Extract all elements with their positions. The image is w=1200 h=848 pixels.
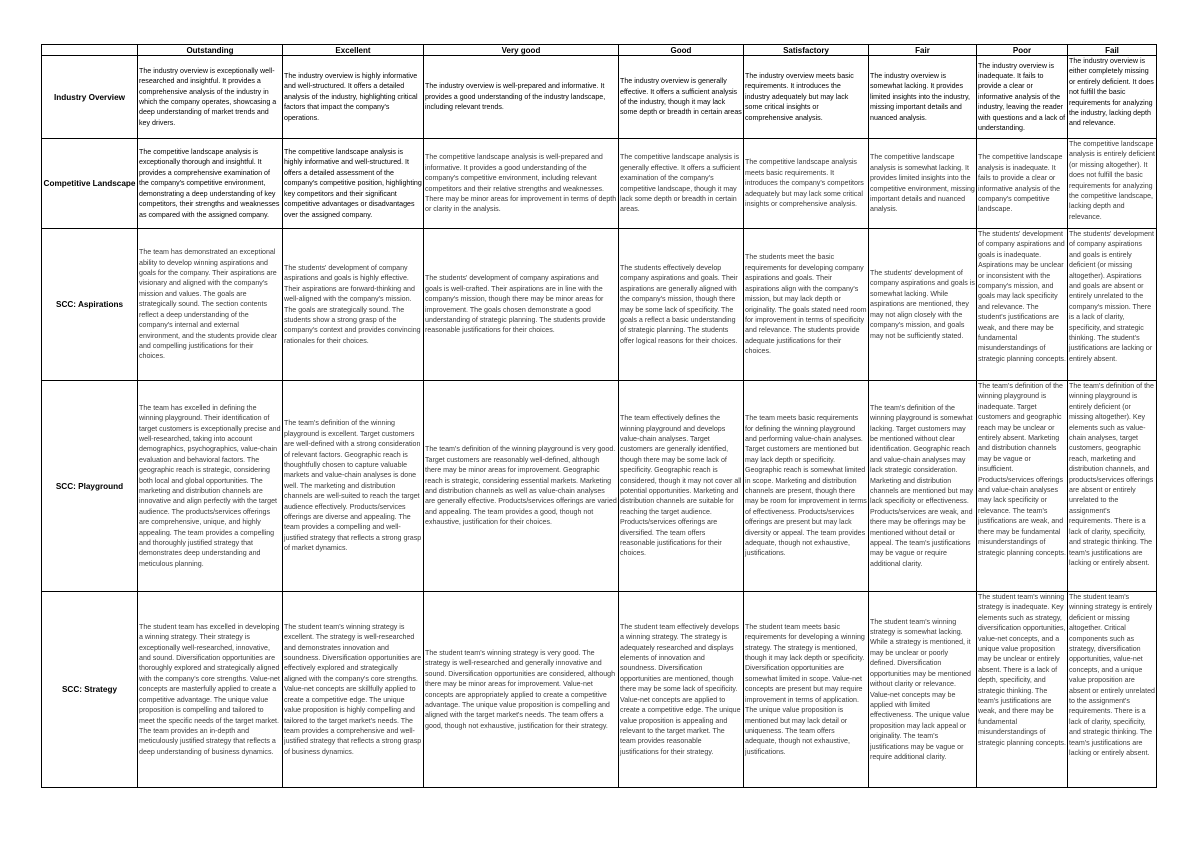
rubric-cell-very-good: The team's definition of the winning playground is very good. Target customers are reasonably well-defined, although there may be minor areas for improvement. Geographic reach is strategic, considering essential markets. Marketing and distribution channels as well as value-chain analyses are generally effective. Products/services offerings are varied and appealing. The team provides a good, though not exhaustive, justification for their choices. [424, 381, 619, 592]
rubric-cell-fair: The industry overview is somewhat lacking. It provides limited insights into the industry, missing important details and nuanced analysis. [869, 56, 977, 139]
rubric-cell-fair: The competitive landscape analysis is somewhat lacking. It provides limited insights into the competitive environment, missing important details and nuanced analysis. [869, 139, 977, 229]
level-header-very-good: Very good [424, 45, 619, 56]
criterion-label: Competitive Landscape [42, 139, 138, 229]
rubric-cell-outstanding: The team has excelled in defining the winning playground. Their identification of target customers is exceptionally precise and well-researched, taking into account demographics, psychographics, value-chain evaluation and behavioral factors. The geographic reach is strategic, considering both local and global opportunities. The marketing and distribution channels are innovative and align perfectly with the target audience. The products/services offerings are comprehensive, unique, and highly appealing. The team provides a compelling and thoroughly justified strategy that demonstrates deep understanding and meticulous planning. [138, 381, 283, 592]
rubric-cell-fail: The team's definition of the winning playground is entirely deficient (or missing altogether). Key elements such as value-chain analyses, target customers, geographic reach, marketing and distribution channels, and products/services offerings are absent or entirely unrelated to the assignment's requirements. There is a lack of clarity, specificity, and strategic thinking. The team's justifications are lacking or entirely absent. [1068, 381, 1157, 592]
rubric-cell-satisfactory: The students meet the basic requirements for developing company aspirations and goals. Their aspirations align with the company's mission, but may lack depth or originality. The goals stated need room for improvement in terms of specificity and relevance. The students provide adequate justifications for their choices. [744, 229, 869, 381]
rubric-row-competitive-landscape [42, 139, 1157, 229]
rubric-cell-good: The team effectively defines the winning playground and develops value-chain analyses. Target customers are generally identified, though there may be some lack of specificity. Geographic reach is considered, though it may not cover all potential opportunities. Marketing and distribution channels are suitable for reaching the target audience. Products/services offerings are diversified. The team offers reasonable justifications for their choices. [619, 381, 744, 592]
criterion-label: Industry Overview [42, 56, 138, 139]
rubric-row-scc-playground [42, 381, 1157, 592]
rubric-cell-excellent: The industry overview is highly informative and well-structured. It offers a detailed analysis of the industry, highlighting critical factors that impact the company's operations. [283, 56, 424, 139]
rubric-cell-outstanding: The team has demonstrated an exceptional ability to develop winning aspirations and goals for the company. Their aspirations are visionary and aligned with the company's mission and values. The goals are strategically sound. The section contents reflect a deep understanding of the company's internal and external environment, and the students provide clear and compelling justifications for their choices. [138, 229, 283, 381]
rubric-row-industry-overview [42, 56, 1157, 139]
level-header-outstanding: Outstanding [138, 45, 283, 56]
rubric-cell-fail: The students' development of company aspirations and goals is entirely deficient (or missing altogether). Aspirations and goals are absent or entirely unrelated to the company's mission. There is a lack of clarity, specificity, and strategic thinking. The student's justifications are lacking or entirely absent. [1068, 229, 1157, 381]
rubric-cell-satisfactory: The team meets basic requirements for defining the winning playground and performing value-chain analyses. Target customers are mentioned but may lack depth or specificity. Geographic reach is somewhat limited in scope. Marketing and distribution channels are present, though there may be room for improvement in terms of effectiveness. Products/services offerings are present but may lack diversity or appeal. The team provides adequate, though not exhaustive, justifications. [744, 381, 869, 592]
rubric-cell-very-good: The industry overview is well-prepared and informative. It provides a good understanding of the industry landscape, including relevant trends. [424, 56, 619, 139]
rubric-cell-satisfactory: The industry overview meets basic requirements. It introduces the industry adequately but may lack some critical insights or comprehensive analysis. [744, 56, 869, 139]
rubric-cell-fair: The students' development of company aspirations and goals is somewhat lacking. While aspirations are mentioned, they may not align closely with the company's mission, and goals may not be sufficiently stated. [869, 229, 977, 381]
rubric-cell-good: The industry overview is generally effective. It offers a sufficient analysis of the industry, though it may lack some depth or breadth in certain areas [619, 56, 744, 139]
rubric-cell-good: The competitive landscape analysis is generally effective. It offers a sufficient examination of the company's competitive landscape, though it may lack some depth or breadth in certain areas. [619, 139, 744, 229]
corner-cell [42, 45, 138, 56]
rubric-cell-outstanding: The industry overview is exceptionally well-researched and insightful. It provides a comprehensive analysis of the industry in which the company operates, showcasing a deep understanding of market trends and key drivers. [138, 56, 283, 139]
rubric-cell-poor: The student team's winning strategy is inadequate. Key elements such as strategy, diversification opportunities, value-net concepts, and a unique value proposition may be unclear or entirely absent. There is a lack of depth, specificity, and strategic thinking. The team's justifications are weak, and there may be fundamental misunderstandings of strategic planning concepts. [977, 592, 1068, 788]
rubric-cell-good: The students effectively develop company aspirations and goals. Their aspirations are generally aligned with the company's mission, though there may be some lack of specificity. The goals a reflect a basic understanding of strategic planning. The students offer logical reasons for their choices. [619, 229, 744, 381]
rubric-cell-very-good: The students' development of company aspirations and goals is well-crafted. Their aspirations are in line with the company's mission, though there may be minor areas for improvement. The goals chosen demonstrate a good understanding of strategic planning. The students provide reasonable justifications for their choices. [424, 229, 619, 381]
rubric-cell-excellent: The competitive landscape analysis is highly informative and well-structured. It offers a detailed assessment of the company's competitive position, highlighting key competitors and their significant competitive advantages or disadvantages over the assigned company. [283, 139, 424, 229]
rubric-cell-good: The student team effectively develops a winning strategy. The strategy is adequately researched and displays elements of innovation and soundness. Diversification opportunities are mentioned, though there may be some lack of specificity. Value-net concepts are applied to create a competitive edge. The unique value proposition is appealing and relevant to the target market. The team provides reasonable justifications for their strategy. [619, 592, 744, 788]
rubric-cell-satisfactory: The competitive landscape analysis meets basic requirements. It introduces the company's competitors adequately but may lack some critical insights or comprehensive analysis. [744, 139, 869, 229]
rubric-cell-fair: The team's definition of the winning playground is somewhat lacking. Target customers may be mentioned without clear identification. Geographic reach and value-chain analyses may lack strategic consideration. Marketing and distribution channels are mentioned but may lack specificity or effectiveness. Products/services are weak, and there may be offerings may be mentioned without detail or appeal. The team's justifications may be vague or require additional clarity. [869, 381, 977, 592]
rubric-cell-outstanding: The competitive landscape analysis is exceptionally thorough and insightful. It provides a comprehensive examination of the company's competitive environment, demonstrating a deep understanding of key competitors, their strengths and weaknesses as compared with the assigned company. [138, 139, 283, 229]
grading-rubric-table [41, 44, 1157, 788]
rubric-cell-very-good: The competitive landscape analysis is well-prepared and informative. It provides a good understanding of the company's competitive environment, including relevant competitors and their relative strengths and weaknesses. There may be minor areas for improvement in terms of depth or clarity in the analysis. [424, 139, 619, 229]
rubric-cell-poor: The competitive landscape analysis is inadequate. It fails to provide a clear or informative analysis of the company's competitive landscape. [977, 139, 1068, 229]
rubric-cell-very-good: The student team's winning strategy is very good. The strategy is well-researched and generally innovative and sound. Diversification opportunities are considered, although there may be minor areas for improvement. Value-net concepts are appropriately applied to create a competitive advantage. The unique value proposition is compelling and aligned with the target market's needs. The team offers a good, though not exhaustive, justification for their strategy. [424, 592, 619, 788]
rubric-row-scc-strategy [42, 592, 1157, 788]
rubric-cell-poor: The team's definition of the winning playground is inadequate. Target customers and geographic reach may be unclear or entirely absent. Marketing and distribution channels may be vague or insufficient. Products/services offerings and value-chain analyses may lack specificity or relevance. The team's justifications are weak, and there may be fundamental misunderstandings of strategic planning concepts. [977, 381, 1068, 592]
rubric-cell-excellent: The students' development of company aspirations and goals is highly effective. Their aspirations are forward-thinking and well-aligned with the company's mission. The goals are strategically sound. The students show a strong grasp of the company's context and provides convincing rationales for their choices. [283, 229, 424, 381]
level-header-good: Good [619, 45, 744, 56]
rubric-cell-fail: The student team's winning strategy is entirely deficient or missing altogether. Critical components such as strategy, diversification opportunities, value-net concepts, and a unique value proposition are absent or entirely unrelated to the assignment's requirements. There is a lack of clarity, specificity, and strategic thinking. The team's justifications are lacking or entirely absent. [1068, 592, 1157, 788]
rubric-cell-excellent: The team's definition of the winning playground is excellent. Target customers are well-defined with a strong consideration of relevant factors. Geographic reach is thoughtfully chosen to capture valuable markets and value-chain analyses is done well. The marketing and distribution channels are well-suited to reach the target audience effectively. Products/services offerings are diverse and appealing. The team provides a compelling and well-justified strategy that reflects a strong grasp of market dynamics. [283, 381, 424, 592]
rubric-cell-outstanding: The student team has excelled in developing a winning strategy. Their strategy is exceptionally well-researched, innovative, and sound. Diversification opportunities are thoroughly explored and strategically aligned with the company's core strengths. Value-net concepts are masterfully applied to create a competitive advantage. The unique value proposition is compelling and tailored to meet the specific needs of the target market. The team provides an in-depth and meticulously justified strategy that reflects a deep understanding of business dynamics. [138, 592, 283, 788]
rubric-cell-fail: The industry overview is either completely missing or entirely deficient. It does not fulfill the basic requirements for analyzing the industry, lacking depth and relevance. [1068, 56, 1157, 139]
rubric-cell-satisfactory: The student team meets basic requirements for developing a winning strategy. The strategy is mentioned, though it may lack depth or specificity. Diversification opportunities are somewhat limited in scope. Value-net concepts are present but may require improvement in terms of application. The unique value proposition is mentioned but may lack detail or uniqueness. The team offers adequate, though not exhaustive, justifications. [744, 592, 869, 788]
criterion-label: SCC: Strategy [42, 592, 138, 788]
rubric-cell-poor: The industry overview is inadequate. It fails to provide a clear or informative analysis of the industry, leaving the reader with questions and a lack of understanding. [977, 56, 1068, 139]
level-header-poor: Poor [977, 45, 1068, 56]
criterion-label: SCC: Aspirations [42, 229, 138, 381]
header-row [42, 45, 1157, 56]
rubric-cell-excellent: The student team's winning strategy is excellent. The strategy is well-researched and demonstrates innovation and soundness. Diversification opportunities are effectively explored and strategically aligned with the company's core strengths. Value-net concepts are skillfully applied to create a competitive edge. The unique value proposition is highly compelling and tailored to the target market's needs. The team provides a comprehensive and well-justified strategy that reflects a strong grasp of business dynamics. [283, 592, 424, 788]
level-header-excellent: Excellent [283, 45, 424, 56]
level-header-fail: Fail [1068, 45, 1157, 56]
level-header-satisfactory: Satisfactory [744, 45, 869, 56]
rubric-row-scc-aspirations [42, 229, 1157, 381]
level-header-fair: Fair [869, 45, 977, 56]
rubric-cell-fair: The student team's winning strategy is somewhat lacking. While a strategy is mentioned, it may be unclear or poorly defined. Diversification opportunities may be mentioned without clarity or relevance. Value-net concepts may be applied with limited effectiveness. The unique value proposition may lack appeal or originality. The team's justifications may be vague or require additional clarity. [869, 592, 977, 788]
criterion-label: SCC: Playground [42, 381, 138, 592]
rubric-cell-poor: The students' development of company aspirations and goals is inadequate. Aspirations may be unclear or inconsistent with the company's mission, and goals may lack specificity and relevance. The student's justifications are weak, and there may be fundamental misunderstandings of strategic planning concepts. [977, 229, 1068, 381]
rubric-cell-fail: The competitive landscape analysis is entirely deficient (or missing altogether). It does not fulfill the basic requirements for analyzing the competitive landscape, lacking depth and relevance. [1068, 139, 1157, 229]
